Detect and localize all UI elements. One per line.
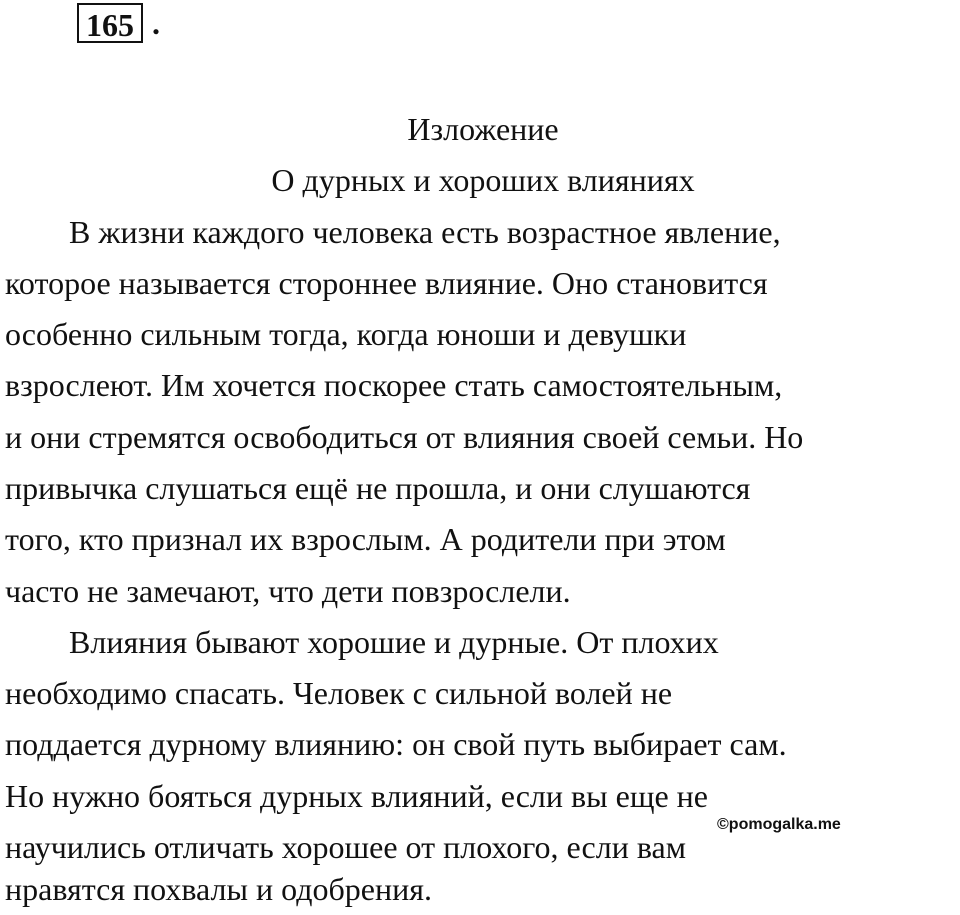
exercise-number: 165 (86, 7, 134, 43)
text-line: того, кто признал их взрослым. А родители при этом (5, 521, 726, 557)
text-line: и они стремятся освободиться от влияния своей семьи. Но (5, 419, 804, 455)
text-line: особенно сильным тогда, когда юноши и девушки (5, 316, 687, 352)
exercise-number-box (77, 3, 143, 43)
text-line: которое называется стороннее влияние. Оно становится (5, 265, 768, 301)
text-line: взрослеют. Им хочется поскорее стать самостоятельным, (5, 367, 783, 403)
text-line: нравятся похвалы и одобрения. (5, 871, 432, 907)
text-line: Влияния бывают хорошие и дурные. От плохих (69, 624, 719, 660)
exercise-number-dot: . (152, 5, 160, 41)
text-line: привычка слушаться ещё не прошла, и они слушаются (5, 470, 751, 506)
text-line: Но нужно бояться дурных влияний, если вы еще не (5, 778, 708, 814)
text-line: поддается дурному влиянию: он свой путь выбирает сам. (5, 726, 787, 762)
text-line: В жизни каждого человека есть возрастное явление, (69, 214, 781, 250)
text-line: часто не замечают, что дети повзрослели. (5, 573, 571, 609)
document-subtitle: О дурных и хороших влияниях (271, 162, 695, 198)
text-line: необходимо спасать. Человек с сильной волей не (5, 675, 673, 711)
watermark: ©pomogalka.me (717, 816, 841, 833)
document-title: Изложение (407, 111, 559, 147)
text-line: научились отличать хорошее от плохого, если вам (5, 829, 686, 865)
